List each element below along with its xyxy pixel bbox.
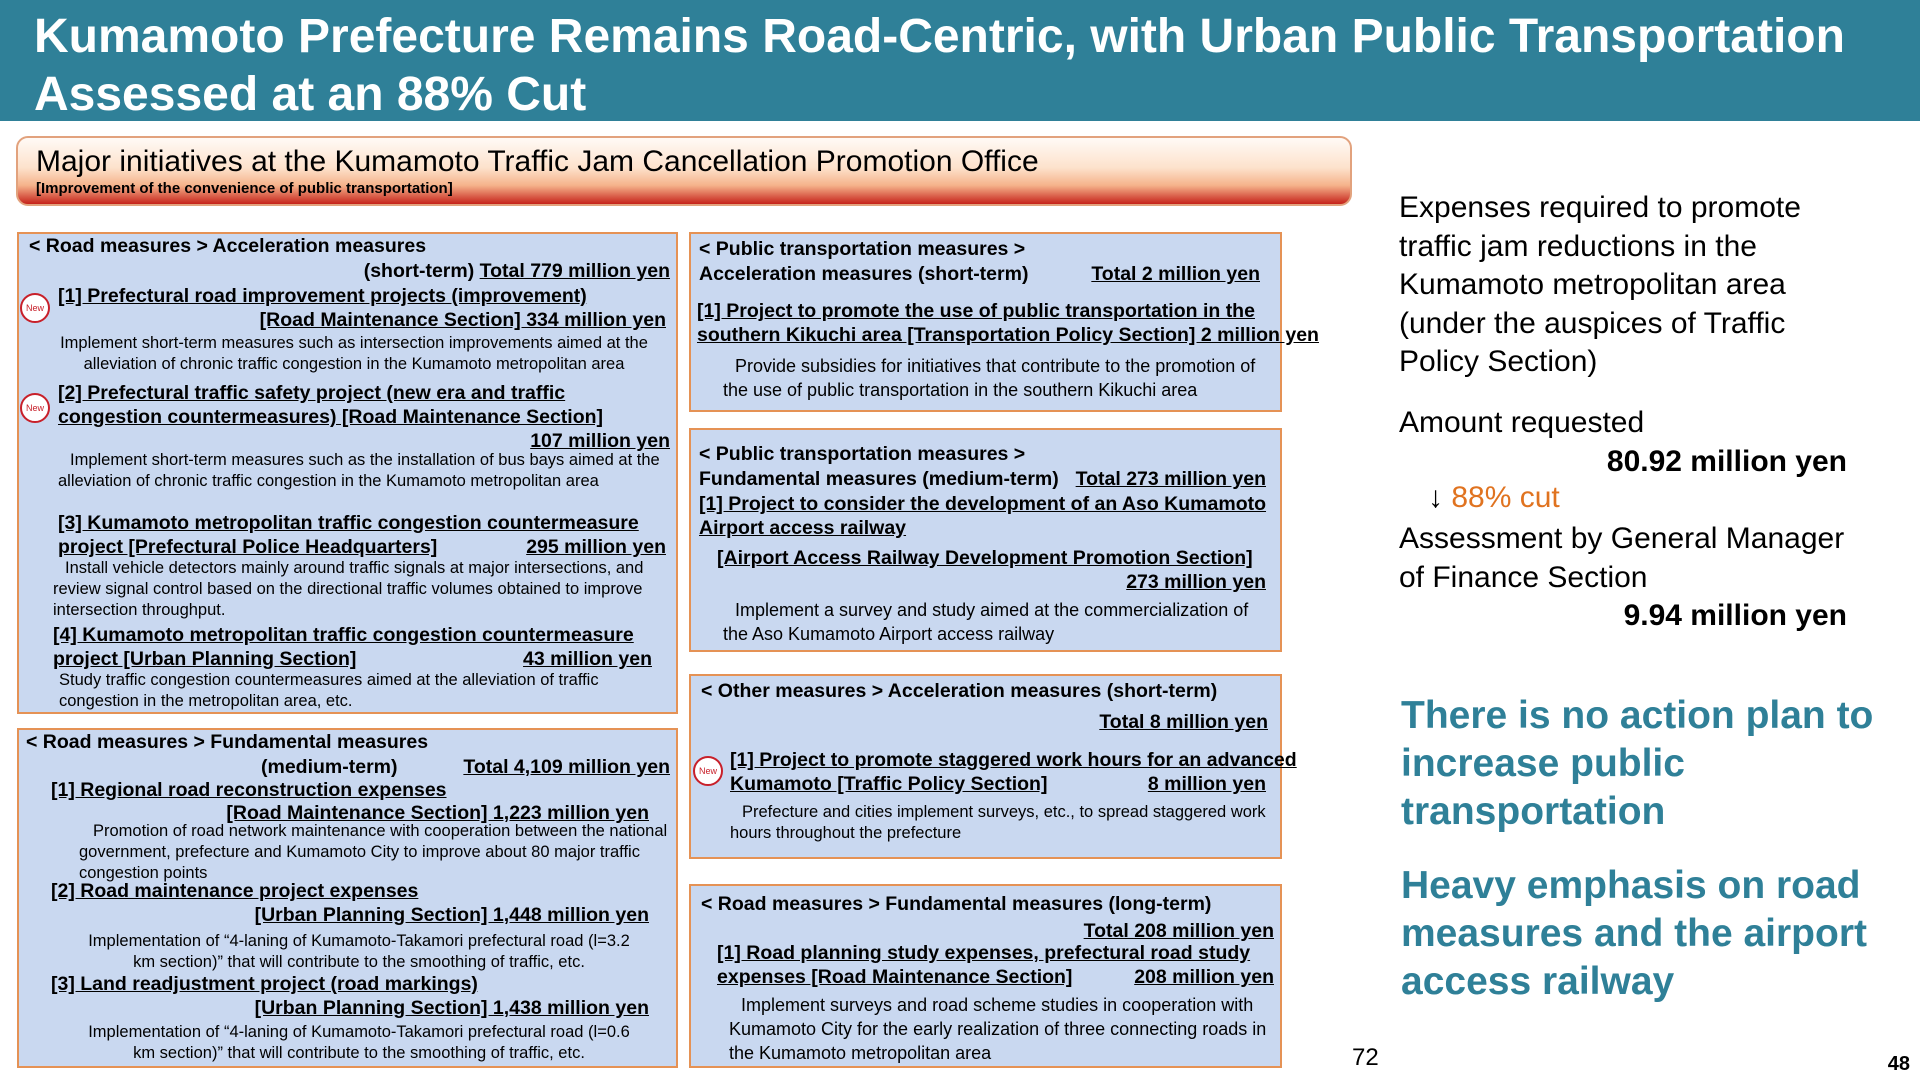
box-total: Total 273 million yen: [1075, 468, 1266, 490]
item-title: [2] Prefectural traffic safety project (new era and traffic: [58, 382, 566, 404]
box-heading: < Public transportation measures >: [699, 443, 1026, 465]
box-total: Total 208 million yen: [1083, 920, 1274, 942]
item-amount: 8 million yen: [1147, 773, 1266, 795]
item-section-amount: [Urban Planning Section] 1,438 million yen: [254, 997, 649, 1019]
item-description: Provide subsidies for initiatives that contribute to the promotion of the use of public transportation in the southern Kikuchi area: [723, 356, 1256, 400]
road-long-term-box: [689, 884, 1282, 1068]
item-description: Study traffic congestion countermeasures aimed at the alleviation of traffic congestion in the metropolitan area, etc.: [59, 671, 599, 710]
item-section-amount: [Urban Planning Section] 1,448 million yen: [254, 904, 649, 926]
item-amount: 107 million yen: [530, 430, 670, 452]
item-description: Implement a survey and study aimed at the commercialization of the Aso Kumamoto Airport access railway: [723, 600, 1249, 644]
cut-indicator: [1428, 479, 1560, 517]
title-line-1: Kumamoto Prefecture Remains Road-Centric, with Urban Public Transportation: [34, 10, 1845, 63]
amount-requested-label: Amount requested: [1399, 406, 1645, 439]
section-banner: [16, 136, 1352, 206]
expenses-description: Expenses required to promote traffic jam reductions in the Kumamoto metropolitan area (under the auspices of Traffic Policy Section): [1399, 191, 1801, 378]
down-arrow-icon: ↓: [1428, 481, 1443, 514]
box-total: Total 779 million yen: [479, 260, 670, 282]
item-description: Install vehicle detectors mainly around traffic signals at major intersections, and review signal control based on the directional traffic volumes obtained to improve intersection throughput.: [53, 559, 644, 619]
note-number: 72: [1352, 1044, 1379, 1071]
item-description: Implementation of “4-laning of Kumamoto-Takamori prefectural road (l=3.2 km section)” that will contribute to the smoothing of traffic, etc.: [88, 932, 630, 971]
box-heading: < Road measures > Fundamental measures (long-term): [701, 893, 1212, 915]
box-term: Fundamental measures (medium-term): [699, 468, 1059, 490]
banner-title: Major initiatives at the Kumamoto Traffic Jam Cancellation Promotion Office: [36, 145, 1039, 178]
item-description: Implement short-term measures such as intersection improvements aimed at the alleviation of chronic traffic congestion in the Kumamoto metropolitan area: [60, 334, 648, 373]
title-line-2: Assessed at an 88% Cut: [34, 68, 587, 121]
item-section: [Airport Access Railway Development Promotion Section]: [717, 547, 1253, 569]
box-total: Total 8 million yen: [1099, 711, 1268, 733]
box-total-line: [364, 260, 670, 283]
other-measures-box: [689, 674, 1297, 859]
item-section-amount: southern Kikuchi area [Transportation Policy Section] 2 million yen: [697, 324, 1319, 346]
box-heading: < Other measures > Acceleration measures (short-term): [701, 680, 1218, 702]
emphasis-no-action-plan: There is no action plan to increase public transportation: [1401, 694, 1874, 833]
item-description: Promotion of road network maintenance with cooperation between the national government, prefecture and Kumamoto City to improve about 80 major traffic congestion points: [79, 822, 668, 882]
item-title: [4] Kumamoto metropolitan traffic congestion countermeasure: [53, 624, 634, 646]
item-title: [2] Road maintenance project expenses: [51, 880, 419, 902]
assessment-value: 9.94 million yen: [1623, 599, 1847, 632]
box-total: Total 2 million yen: [1091, 263, 1260, 285]
box-term: (medium-term): [261, 756, 398, 778]
item-title: [1] Regional road reconstruction expenses: [51, 779, 447, 801]
item-amount: 208 million yen: [1134, 966, 1274, 988]
item-description: Implementation of “4-laning of Kumamoto-Takamori prefectural road (l=0.6 km section)” that will contribute to the smoothing of traffic, etc.: [88, 1023, 630, 1062]
item-amount: 273 million yen: [1126, 571, 1266, 593]
item-title: [3] Land readjustment project (road markings): [51, 973, 478, 995]
item-title: [1] Road planning study expenses, prefectural road study: [717, 942, 1251, 964]
item-title: [1] Prefectural road improvement projects (improvement): [58, 285, 587, 307]
item-amount: 295 million yen: [526, 536, 666, 558]
item-section: Kumamoto [Traffic Policy Section]: [730, 773, 1048, 795]
road-fundamental-box: [17, 728, 678, 1068]
road-acceleration-box: [17, 232, 678, 714]
banner-subtitle: [Improvement of the convenience of public transportation]: [36, 180, 453, 197]
box-total: Total 4,109 million yen: [463, 756, 670, 778]
item-description: Prefecture and cities implement surveys, etc., to spread staggered work hours throughout the prefecture: [730, 803, 1266, 842]
emphasis-road-railway: Heavy emphasis on road measures and the airport access railway: [1401, 864, 1867, 1003]
cut-percentage: 88% cut: [1451, 481, 1560, 514]
title-bar: [0, 0, 1920, 121]
box-heading: < Public transportation measures >: [699, 238, 1026, 260]
public-transport-fundamental-box: [689, 428, 1282, 652]
item-section-amount: [Road Maintenance Section] 1,223 million yen: [226, 802, 649, 824]
item-title: [1] Project to promote the use of public transportation in the: [697, 300, 1255, 322]
item-section-amount: [Road Maintenance Section] 334 million yen: [259, 309, 666, 331]
item-title: [1] Project to consider the development of an Aso Kumamoto: [699, 493, 1267, 515]
new-badge: New: [20, 293, 50, 323]
item-description: Implement short-term measures such as the installation of bus bays aimed at the alleviation of chronic traffic congestion in the Kumamoto metropolitan area: [58, 451, 660, 490]
item-title: congestion countermeasures) [Road Maintenance Section]: [58, 406, 604, 428]
item-title: [1] Project to promote staggered work hours for an advanced: [730, 749, 1297, 771]
item-section: expenses [Road Maintenance Section]: [717, 966, 1073, 988]
box-heading: < Road measures > Fundamental measures: [26, 731, 429, 753]
assessment-label: Assessment by General Manager of Finance Section: [1399, 522, 1845, 594]
item-section: project [Prefectural Police Headquarters]: [58, 536, 438, 558]
page-title: [34, 8, 1894, 124]
public-transport-acceleration-box: [689, 232, 1319, 412]
new-badge: New: [20, 393, 50, 423]
item-amount: 43 million yen: [523, 648, 652, 670]
new-badge: New: [693, 756, 723, 786]
item-description: Implement surveys and road scheme studies in cooperation with Kumamoto City for the early realization of three connecting roads in the Kumamoto metropolitan area: [729, 995, 1267, 1063]
box-heading: < Road measures > Acceleration measures: [29, 235, 427, 257]
item-title: Airport access railway: [699, 517, 907, 539]
amount-requested-value: 80.92 million yen: [1606, 445, 1847, 478]
box-term: (short-term): [363, 260, 480, 282]
page-number: 48: [1887, 1053, 1910, 1075]
item-section: project [Urban Planning Section]: [53, 648, 357, 670]
item-title: [3] Kumamoto metropolitan traffic congestion countermeasure: [58, 512, 639, 534]
box-term: Acceleration measures (short-term): [699, 263, 1029, 285]
